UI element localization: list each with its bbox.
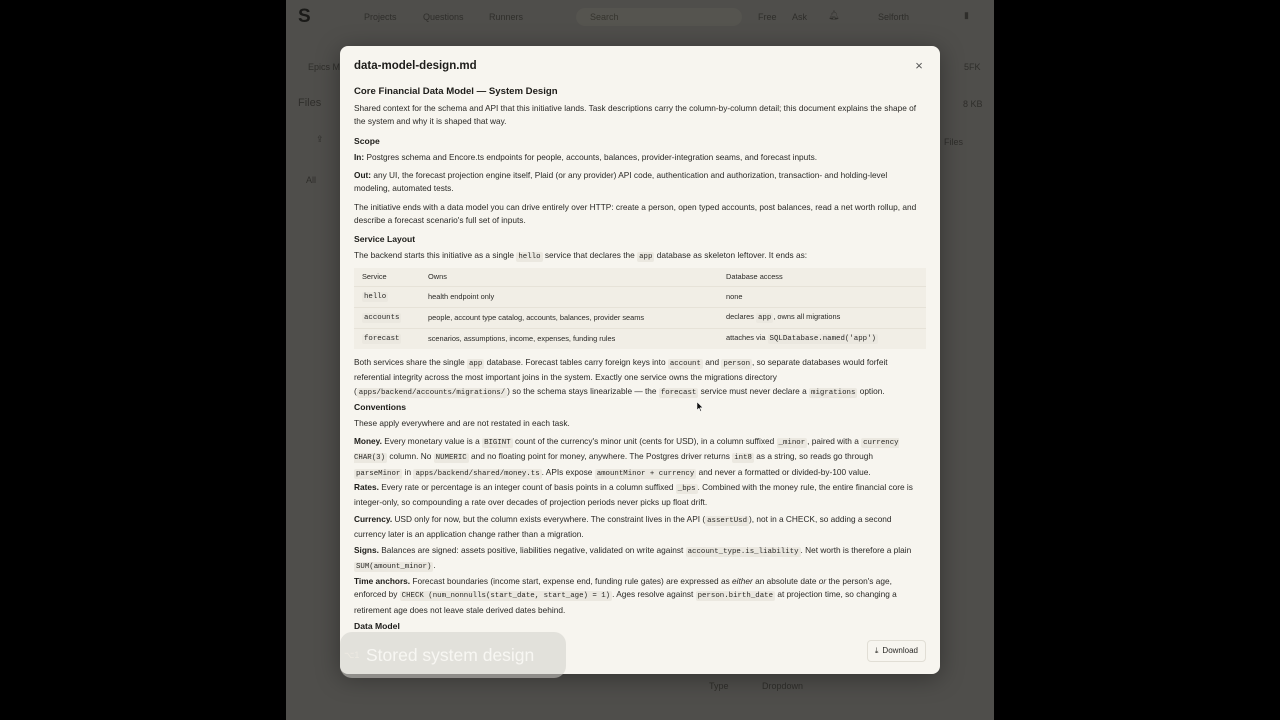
search-input[interactable]: Search	[576, 8, 742, 26]
money-paragraph: Money. Every monetary value is a BIGINT count of the currency's minor unit (cents for USD), in a column suffixed _minor , paired with a currency CHAR(3) column. No NUMERIC and no floating point for money, anywhere. The Postgres driver returns int8 as a string, so reads go through parseMinor in apps/backend/shared/money.ts . APIs expose amountMinor + currency and never a formatted or divided-by-100 value.	[354, 436, 899, 478]
signs-paragraph: Signs. Balances are signed: assets positive, liabilities negative, validated on write against account_type.is_liability . Net worth is therefore a plain SUM(amount_minor) .	[354, 545, 912, 572]
table-row: forecast scenarios, assumptions, income, expenses, funding rules attaches via SQLDatabase.named('app')	[354, 329, 926, 350]
nav-questions[interactable]: Questions	[423, 12, 464, 22]
currency-paragraph: Currency. USD only for now, but the column exists everywhere. The constraint lives in the API ( assertUsd ), not in a CHECK, so adding a second currency later is an application change rather than a migration.	[354, 514, 892, 540]
download-icon: ⤓	[874, 646, 879, 655]
table-row: hello health endpoint only none	[354, 287, 926, 308]
modal-header	[340, 46, 940, 86]
shared-db-paragraph: Both services share the single app database. Forecast tables carry foreign keys into account and person , so separate databases would forfeit referential integrity across the most important joins in the system. Exactly one service owns the migrations directory ( apps/backend/accounts/migrations/ ) so the schema stays linearizable — the forecast service must never declare a migrations option.	[354, 357, 888, 397]
col-db-access: Database access	[726, 272, 783, 282]
upload-icon[interactable]: ⇪	[316, 134, 324, 144]
app-logo[interactable]: S	[298, 6, 311, 27]
epics-label: Epics M	[308, 62, 341, 72]
nav-runners[interactable]: Runners	[489, 12, 524, 22]
ask-label[interactable]: Ask	[792, 12, 808, 22]
user-name[interactable]: Selforth	[878, 12, 910, 22]
add-files-button[interactable]: Files	[944, 137, 964, 147]
doc-intro: Shared context for the schema and API that this initiative lands. Task descriptions carry the column-by-column detail; this document explains the shape of the system and why it is shaped that way.	[354, 103, 917, 127]
caption-overlay	[340, 632, 566, 678]
col-owns: Owns	[428, 272, 447, 282]
conventions-intro: These apply everywhere and are not restated in each task.	[354, 418, 570, 428]
close-icon[interactable]: ×	[915, 58, 923, 73]
bell-icon[interactable]: 🔔︎	[828, 10, 840, 20]
file-preview-modal	[340, 46, 940, 674]
rates-paragraph: Rates. Every rate or percentage is an integer count of basis points in a column suffixed _bps . Combined with the money rule, the entire financial core is integer-only, so compounding a rate over decades of projection periods never picks up float drift.	[354, 482, 913, 508]
service-table	[354, 268, 926, 349]
scope-heading: Scope	[354, 136, 380, 146]
caption-key: ⌥1	[344, 650, 360, 660]
modal-title: data-model-design.md	[354, 60, 477, 72]
free-label: Free	[758, 12, 777, 22]
document-body[interactable]	[354, 84, 926, 630]
caption-text: Stored system design	[366, 645, 535, 665]
scope-end: The initiative ends with a data model you can drive entirely over HTTP: create a person, open typed accounts, post balances, read a net worth rollup, and describe a forecast scenario's full set of inputs.	[354, 202, 917, 226]
doc-title: Core Financial Data Model — System Design	[354, 86, 558, 97]
col-service: Service	[362, 272, 387, 282]
download-button[interactable]	[867, 640, 926, 662]
download-label: Download	[882, 646, 918, 655]
nav-projects[interactable]: Projects	[364, 12, 397, 22]
service-layout-heading: Service Layout	[354, 234, 416, 244]
dropdown-label[interactable]: Dropdown	[762, 681, 804, 691]
conventions-heading: Conventions	[354, 402, 407, 412]
scope-in: In: Postgres schema and Encore.ts endpoints for people, accounts, balances, provider-integration seams, and forecast inputs.	[354, 152, 818, 162]
filter-all[interactable]: All	[306, 175, 317, 185]
type-label: Type	[709, 681, 729, 691]
time-anchors-paragraph: Time anchors. Forecast boundaries (income start, expense end, funding rule gates) are expressed as either an absolute date or the person's age, enforced by CHECK (num_nonnulls(start_date, start_age) = 1) . Ages resolve against person.birth_date at projection time, so changing a retirement age does not leave stale derived dates behind.	[354, 576, 897, 615]
table-header-row	[354, 268, 926, 287]
data-model-heading: Data Model	[354, 621, 400, 630]
mouse-cursor-icon	[697, 402, 703, 412]
table-row: accounts people, account type catalog, accounts, balances, provider seams declares app , owns all migrations	[354, 308, 926, 329]
service-layout-intro: The backend starts this initiative as a single hello service that declares the app database as skeleton leftover. It ends as:	[354, 250, 808, 261]
size-label: 5FK	[964, 62, 981, 72]
files-heading: Files	[298, 97, 322, 109]
avatar[interactable]: ▮	[964, 10, 969, 20]
scope-out: Out: any UI, the forecast projection engine itself, Plaid (or any provider) API code, authentication and authorization, transaction- and holding-level modeling, automated tests.	[354, 170, 888, 194]
kb-label: 8 KB	[963, 99, 983, 109]
